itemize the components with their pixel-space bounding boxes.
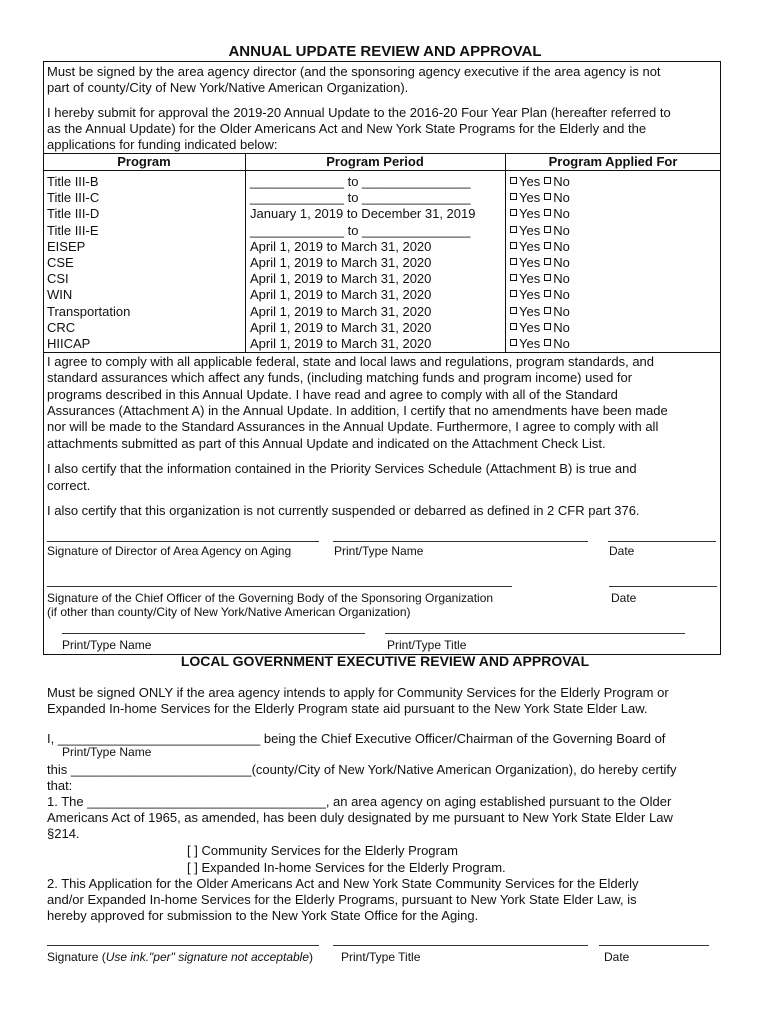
- yes-no-choice: [510, 239, 570, 255]
- executive-date-label: Date: [604, 950, 630, 964]
- local-must-line: Expanded In-home Services for the Elderly Program state aid pursuant to the New York State Elder Law.: [47, 701, 648, 716]
- program-name: Title III-B: [47, 174, 99, 189]
- yes-label: Yes: [519, 174, 541, 189]
- yes-checkbox[interactable]: [510, 242, 517, 249]
- yes-checkbox[interactable]: [510, 209, 517, 216]
- yes-no-choice: [510, 174, 570, 190]
- local-item1-line: Americans Act of 1965, as amended, has been duly designated by me pursuant to New York State Elder Law: [47, 810, 673, 825]
- col-header-period: Program Period: [326, 154, 424, 169]
- local-this-line: this _________________________(county/City of New York/Native American Organization), do hereby certify: [47, 762, 677, 777]
- executive-signature-label: Signature (Use ink."per" signature not acceptable): [47, 950, 314, 964]
- yes-checkbox[interactable]: [510, 323, 517, 330]
- program-period: April 1, 2019 to March 31, 2020: [250, 238, 432, 254]
- yes-label: Yes: [519, 303, 541, 319]
- program-period: January 1, 2019 to December 31, 2019: [250, 206, 476, 222]
- yes-label: Yes: [519, 271, 541, 287]
- no-checkbox[interactable]: [544, 290, 551, 297]
- local-item2-line: 2. This Application for the Older Americans Act and New York State Community Services for the Elderly: [47, 876, 639, 891]
- yes-label: Yes: [519, 206, 541, 222]
- director-date-label: Date: [609, 544, 635, 558]
- intro-line: Must be signed by the area agency director (and the sponsoring agency executive if the area agency is not: [47, 64, 661, 79]
- program-name: Transportation: [47, 303, 131, 319]
- yes-checkbox[interactable]: [510, 290, 517, 297]
- program-name: Title III-D: [47, 206, 100, 222]
- no-label: No: [553, 206, 570, 222]
- page-title: ANNUAL UPDATE REVIEW AND APPROVAL: [228, 43, 542, 60]
- no-label: No: [553, 336, 570, 351]
- chief-officer-date-label: Date: [611, 591, 637, 605]
- col-header-program: Program: [117, 154, 171, 169]
- yes-checkbox[interactable]: [510, 193, 517, 200]
- program-name: CSI: [47, 271, 69, 287]
- yes-checkbox[interactable]: [510, 226, 517, 233]
- yes-label: Yes: [519, 222, 541, 238]
- submit-line: I hereby submit for approval the 2019-20 Annual Update to the 2016-20 Four Year Plan (hereafter referred to: [47, 105, 671, 120]
- no-checkbox[interactable]: [544, 307, 551, 314]
- chief-officer-title-line[interactable]: [385, 633, 685, 634]
- local-section-title: LOCAL GOVERNMENT EXECUTIVE REVIEW AND APPROVAL: [180, 653, 590, 669]
- yes-checkbox[interactable]: [510, 177, 517, 184]
- no-label: No: [553, 190, 570, 206]
- program-period: April 1, 2019 to March 31, 2020: [250, 303, 432, 319]
- executive-date-line[interactable]: [599, 945, 709, 946]
- yes-no-choice: [510, 336, 570, 352]
- certify-line: I also certify that the information contained in the Priority Services Schedule (Attachment B) is true and: [47, 461, 637, 476]
- chief-officer-signature-label: Signature of the Chief Officer of the Governing Body of the Sponsoring Organization: [47, 591, 494, 605]
- program-period: April 1, 2019 to March 31, 2020: [250, 255, 432, 270]
- director-signature-label: Signature of Director of Area Agency on Aging: [47, 544, 292, 558]
- yes-no-choice: [510, 206, 570, 222]
- yes-no-choice: [510, 223, 570, 239]
- chief-officer-title-label: Print/Type Title: [387, 638, 467, 652]
- yes-no-choice: [510, 304, 570, 320]
- yes-checkbox[interactable]: [510, 339, 517, 346]
- no-checkbox[interactable]: [544, 177, 551, 184]
- local-i-line: I, ____________________________ being the Chief Executive Officer/Chairman of the Governing Board of: [47, 731, 666, 746]
- program-name: CSE: [47, 255, 74, 270]
- certify-line: correct.: [47, 478, 91, 493]
- no-checkbox[interactable]: [544, 226, 551, 233]
- program-name: HIICAP: [47, 336, 91, 351]
- program-period: April 1, 2019 to March 31, 2020: [250, 287, 432, 303]
- agreement-line: standard assurances which affect any funds, (including matching funds and program income) used for: [47, 370, 633, 386]
- chief-officer-date-line[interactable]: [609, 586, 717, 587]
- program-period: _____________ to _______________: [250, 190, 471, 206]
- no-label: No: [553, 174, 570, 189]
- program-period: April 1, 2019 to March 31, 2020: [250, 271, 432, 287]
- no-checkbox[interactable]: [544, 209, 551, 216]
- agreement-line: Assurances (Attachment A) in the Annual Update. In addition, I certify that no amendments have been made: [47, 402, 668, 418]
- yes-no-choice: [510, 190, 570, 206]
- chief-officer-signature-sub: (if other than county/City of New York/Native American Organization): [47, 605, 411, 619]
- program-name: Title III-E: [47, 222, 99, 238]
- yes-no-choice: [510, 271, 570, 287]
- local-item2-line: hereby approved for submission to the New York State Office for the Aging.: [47, 908, 479, 923]
- no-checkbox[interactable]: [544, 323, 551, 330]
- agreement-line: attachments submitted as part of this Annual Update and indicated on the Attachment Check List.: [47, 435, 606, 451]
- program-period: April 1, 2019 to March 31, 2020: [250, 319, 432, 335]
- no-label: No: [553, 287, 570, 303]
- program-period: _____________ to _______________: [250, 222, 471, 238]
- yes-checkbox[interactable]: [510, 258, 517, 265]
- no-checkbox[interactable]: [544, 242, 551, 249]
- yes-checkbox[interactable]: [510, 274, 517, 281]
- certify-debarred: I also certify that this organization is not currently suspended or debarred as defined in 2 CFR part 376.: [47, 503, 640, 518]
- no-checkbox[interactable]: [544, 258, 551, 265]
- director-date-line[interactable]: [608, 541, 716, 542]
- no-checkbox[interactable]: [544, 193, 551, 200]
- yes-label: Yes: [519, 336, 541, 351]
- intro-line: part of county/City of New York/Native American Organization).: [47, 80, 409, 95]
- executive-signature-line[interactable]: [47, 945, 319, 946]
- cse-program-checkbox[interactable]: [ ] Community Services for the Elderly Program: [187, 843, 458, 858]
- local-must-line: Must be signed ONLY if the area agency intends to apply for Community Services for the Elderly Program or: [47, 685, 669, 700]
- program-name: EISEP: [47, 238, 86, 254]
- local-item1-line: 1. The _________________________________, an area agency on aging established pursuant to the Older: [47, 794, 672, 809]
- executive-title-line[interactable]: [333, 945, 588, 946]
- local-item1-line: §214.: [47, 826, 80, 841]
- chief-officer-signature-line[interactable]: [47, 586, 512, 587]
- director-signature-line[interactable]: [47, 541, 319, 542]
- executive-title-label: Print/Type Title: [341, 950, 421, 964]
- program-name: Title III-C: [47, 190, 100, 206]
- local-print-name-label: Print/Type Name: [62, 745, 152, 759]
- chief-officer-name-line[interactable]: [62, 633, 365, 634]
- no-label: No: [553, 238, 570, 254]
- no-label: No: [553, 255, 570, 270]
- program-period: April 1, 2019 to March 31, 2020: [250, 336, 432, 351]
- eisep-program-checkbox[interactable]: [ ] Expanded In-home Services for the Elderly Program.: [187, 860, 506, 875]
- agreement-line: I agree to comply with all applicable federal, state and local laws and regulations, program standards, and: [47, 354, 655, 369]
- agreement-line: programs described in this Annual Update. I have read and agree to comply with all of the Standard: [47, 386, 618, 402]
- submit-line: applications for funding indicated below:: [47, 137, 278, 152]
- yes-label: Yes: [519, 287, 541, 303]
- program-period: _____________ to _______________: [250, 174, 471, 189]
- director-name-line[interactable]: [333, 541, 588, 542]
- no-label: No: [553, 271, 570, 287]
- agreement-line: nor will be made to the Standard Assurances in the Annual Update. Furthermore, I agree to comply with all: [47, 419, 659, 435]
- no-label: No: [553, 222, 570, 238]
- yes-label: Yes: [519, 238, 541, 254]
- no-label: No: [553, 303, 570, 319]
- local-that-line: that:: [47, 778, 73, 793]
- yes-label: Yes: [519, 190, 541, 206]
- local-item2-line: and/or Expanded In-home Services for the Elderly Programs, pursuant to New York State Elder Law, is: [47, 892, 637, 907]
- submit-line: as the Annual Update) for the Older Americans Act and New York State Programs for the Elderly and the: [47, 121, 647, 136]
- col-header-applied: Program Applied For: [548, 154, 678, 169]
- yes-no-choice: [510, 255, 570, 271]
- yes-checkbox[interactable]: [510, 307, 517, 314]
- director-name-label: Print/Type Name: [334, 544, 424, 558]
- yes-no-choice: [510, 320, 570, 336]
- no-label: No: [553, 319, 570, 335]
- yes-label: Yes: [519, 319, 541, 335]
- yes-no-choice: [510, 287, 570, 303]
- no-checkbox[interactable]: [544, 274, 551, 281]
- chief-officer-name-label: Print/Type Name: [62, 638, 152, 652]
- program-name: WIN: [47, 287, 73, 303]
- yes-label: Yes: [519, 255, 541, 270]
- program-name: CRC: [47, 319, 76, 335]
- no-checkbox[interactable]: [544, 339, 551, 346]
